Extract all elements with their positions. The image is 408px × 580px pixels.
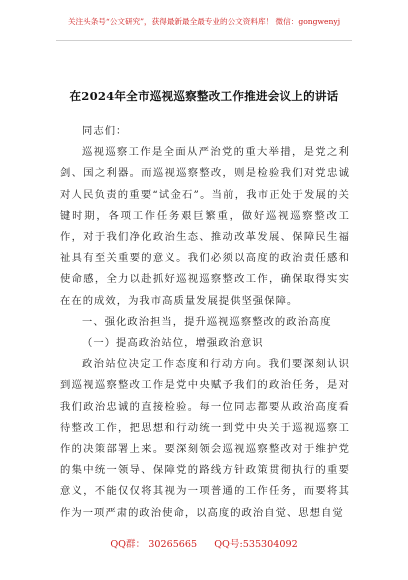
paragraph-intro: 巡视巡察工作是全面从严治党的重大举措，是党之利剑、国之利器。而巡视巡察整改，则是检验我们对党忠诚对人民负责的重要“试金石”。当前，我市正处于发展的关键时期，各项工作任务艰巨繁重，做好巡视巡察整改工作，对于我们净化政治生态、推动改革发展、保障民生福祉具有至关重要的意义。我们必须以高度的政治责任感和使命感，全力以赴抓好巡视巡察整改工作，确保取得实实在在的成效，为我市高质量发展提供坚强保障。 [60, 146, 350, 307]
footer-contact [0, 536, 408, 550]
header-notice: 关注头条号“公文研究”，获得最新最全最专业的公文资料库！ 微信：gongwenyj [67, 17, 341, 26]
document-title: 在2024年全市巡视巡察整改工作推进会议上的讲话 [69, 89, 339, 103]
header-divider [56, 40, 352, 41]
section-heading: 一、强化政治担当，提升巡视巡察整改的政治高度 [82, 315, 332, 328]
salutation: 同志们： [82, 125, 128, 137]
footer-qq-group: QQ群： 30265665 [110, 539, 198, 550]
subsection-heading: （一）提高政治站位，增强政治意识 [82, 337, 264, 350]
document-body [60, 121, 350, 524]
paragraph-body: 政治站位决定工作态度和行动方向。我们要深刻认识到巡视巡察整改工作是党中央赋予我们的政治任务，是对我们政治忠诚的直接检验。每一位同志都要从政治高度看待整改工作，把思想和行动统一到党中央关于巡视巡察工作的决策部署上来。要深刻领会巡视巡察整改对于维护党的集中统一领导、保障党的路线方针政策贯彻执行的重要意义，不能仅仅将其视为一项普通的工作任务，而要将其作为一项严肃的政治使命，以高度的政治自觉、思想自觉 [60, 358, 350, 519]
footer-qq-number: QQ号:535304092 [214, 539, 298, 550]
